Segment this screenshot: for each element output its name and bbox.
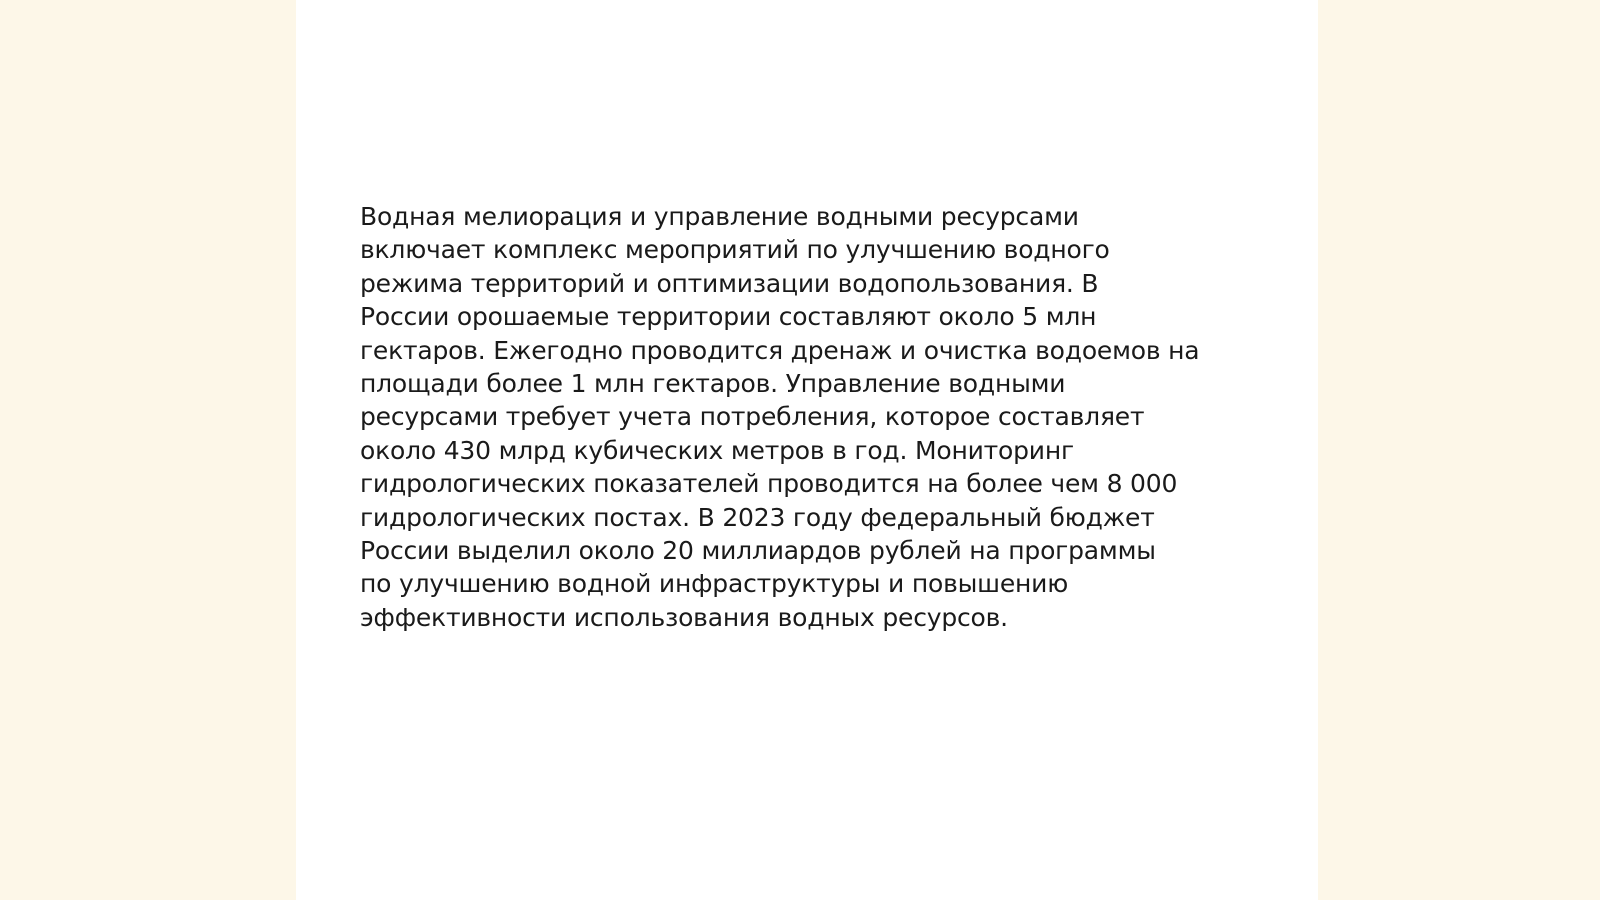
paragraph-line: около 430 млрд кубических метров в год. Мониторинг [360,435,1074,465]
paragraph-line: России орошаемые территории составляют около 5 млн [360,302,1097,332]
body-paragraph [360,200,1240,634]
paragraph-line: ресурсами требует учета потребления, которое составляет [360,402,1145,432]
paragraph-line: включает комплекс мероприятий по улучшению водного [360,235,1110,265]
paragraph-line: площади более 1 млн гектаров. Управление водными [360,369,1066,399]
paragraph-line: гектаров. Ежегодно проводится дренаж и очистка водоемов на [360,335,1200,365]
paragraph-line: Водная мелиорация и управление водными ресурсами [360,202,1079,231]
paragraph-line: России выделил около 20 миллиардов рублей на программы [360,536,1156,566]
paragraph-line: эффективности использования водных ресурсов. [360,602,1008,632]
paragraph-line: по улучшению водной инфраструктуры и повышению [360,569,1069,599]
document-page [296,0,1318,900]
paragraph-line: гидрологических постах. В 2023 году федеральный бюджет [360,502,1155,532]
paragraph-line: гидрологических показателей проводится на более чем 8 000 [360,469,1178,499]
paragraph-line: режима территорий и оптимизации водопользования. В [360,268,1099,298]
